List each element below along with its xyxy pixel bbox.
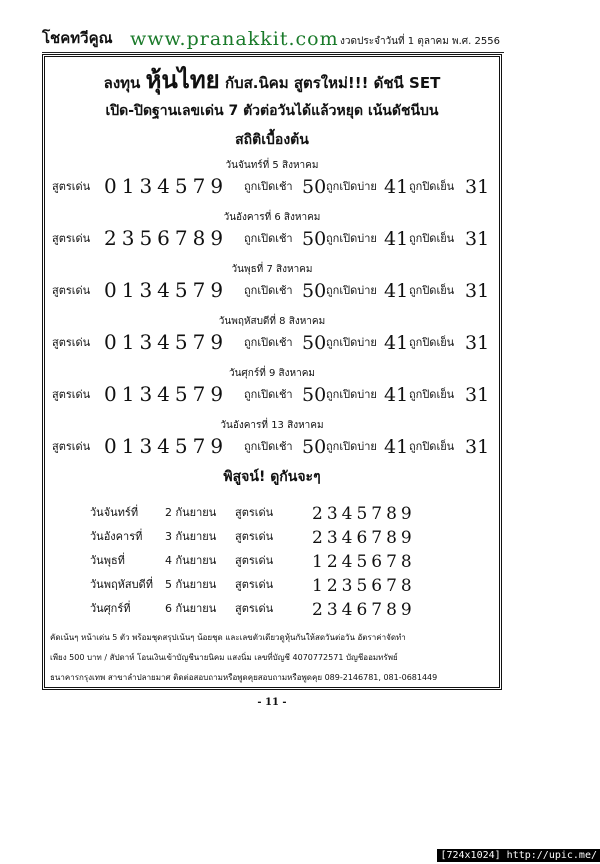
stat-digits: 0134579 <box>104 382 229 406</box>
stat-afternoon-value: 41 <box>384 384 409 406</box>
stat-evening-value: 31 <box>465 436 490 458</box>
stat-morning-label: ถูกเปิดเช้า <box>244 232 293 245</box>
stat-row <box>52 224 497 250</box>
proof-row <box>90 524 470 548</box>
stat-day-label: วันพฤหัสบดีที่ 8 สิงหาคม <box>218 316 326 327</box>
stat-digits: 0134579 <box>104 174 229 198</box>
stat-afternoon-value: 41 <box>384 436 409 458</box>
stat-digits: 2356789 <box>104 226 229 250</box>
proof-row <box>90 572 470 596</box>
stat-morning-value: 50 <box>302 384 327 406</box>
stat-day-label: วันอังคารที่ 13 สิงหาคม <box>220 420 324 431</box>
stat-formula-label: สูตรเด่น <box>52 440 91 453</box>
stat-digits: 0134579 <box>104 434 229 458</box>
stat-day-label: วันจันทร์ที่ 5 สิงหาคม <box>225 160 319 171</box>
stat-morning-value: 50 <box>302 280 327 302</box>
stat-evening-label: ถูกปิดเย็น <box>409 232 455 245</box>
proof-digits: 2346789 <box>312 600 416 620</box>
stat-morning-value: 50 <box>302 332 327 354</box>
proof-day: วันจันทร์ที่ <box>90 506 139 519</box>
stat-morning-label: ถูกเปิดเช้า <box>244 284 293 297</box>
proof-row <box>90 500 470 524</box>
stat-row <box>52 276 497 302</box>
stat-evening-value: 31 <box>465 280 490 302</box>
note-line-1: คัดเน้นๆ หน้าเด่น 5 ตัว พร้อมชุดสรุปเน้นๆ น้อยชุด และเลขตัวเดียวดูหุ้นกันให้สดวันต่อวัน อัตราค่าจัดทำ <box>50 633 406 642</box>
stat-evening-value: 31 <box>465 228 490 250</box>
proof-date: 5 กันยายน <box>165 578 217 591</box>
proof-row <box>90 596 470 620</box>
stat-afternoon-value: 41 <box>384 228 409 250</box>
issue-date: งวดประจำวันที่ 1 ตุลาคม พ.ศ. 2556 <box>340 36 500 47</box>
stat-afternoon-value: 41 <box>384 332 409 354</box>
stat-afternoon-label: ถูกเปิดบ่าย <box>326 232 377 245</box>
stat-afternoon-label: ถูกเปิดบ่าย <box>326 440 377 453</box>
proof-digits: 1235678 <box>312 576 416 596</box>
stat-row <box>52 432 497 458</box>
headline-part2: กับส.นิคม สูตรใหม่!!! ดัชนี SET <box>224 74 441 92</box>
stat-evening-value: 31 <box>465 332 490 354</box>
proof-digits: 1245678 <box>312 552 416 572</box>
stat-evening-label: ถูกปิดเย็น <box>409 388 455 401</box>
stat-morning-value: 50 <box>302 436 327 458</box>
stat-digits: 0134579 <box>104 330 229 354</box>
stat-afternoon-value: 41 <box>384 176 409 198</box>
stat-evening-label: ถูกปิดเย็น <box>409 180 455 193</box>
proof-date: 3 กันยายน <box>165 530 217 543</box>
headline-big: หุ้นไทย <box>145 66 220 94</box>
stat-afternoon-value: 41 <box>384 280 409 302</box>
note-line-3: ธนาคารกรุงเทพ สาขาลำปลายมาศ ติดต่อสอบถามหรือพูดคุยสอบถามหรือพูดคุย 089-2146781, 081-0681449 <box>50 673 438 682</box>
proof-formula-label: สูตรเด่น <box>235 602 274 615</box>
stat-evening-label: ถูกปิดเย็น <box>409 284 455 297</box>
proof-formula-label: สูตรเด่น <box>235 554 274 567</box>
page-number: - 11 - <box>257 697 287 708</box>
stat-row <box>52 328 497 354</box>
proof-formula-label: สูตรเด่น <box>235 506 274 519</box>
stat-morning-label: ถูกเปิดเช้า <box>244 180 293 193</box>
stat-morning-label: ถูกเปิดเช้า <box>244 388 293 401</box>
stat-formula-label: สูตรเด่น <box>52 336 91 349</box>
proof-day: วันอังคารที่ <box>90 530 143 543</box>
stat-evening-label: ถูกปิดเย็น <box>409 440 455 453</box>
stat-formula-label: สูตรเด่น <box>52 284 91 297</box>
stat-morning-value: 50 <box>302 176 327 198</box>
proof-formula-label: สูตรเด่น <box>235 530 274 543</box>
proof-date: 2 กันยายน <box>165 506 217 519</box>
stat-evening-value: 31 <box>465 384 490 406</box>
stat-afternoon-label: ถูกเปิดบ่าย <box>326 180 377 193</box>
stat-afternoon-label: ถูกเปิดบ่าย <box>326 388 377 401</box>
proof-row <box>90 548 470 572</box>
stat-afternoon-label: ถูกเปิดบ่าย <box>326 336 377 349</box>
proof-day: วันพฤหัสบดีที่ <box>90 578 153 591</box>
stat-morning-label: ถูกเปิดเช้า <box>244 440 293 453</box>
magazine-name: โชคทวีคูณ <box>42 29 113 47</box>
stat-day-label: วันศุกร์ที่ 9 สิงหาคม <box>228 368 315 379</box>
stat-day-label: วันอังคารที่ 6 สิงหาคม <box>223 212 321 223</box>
stat-row <box>52 380 497 406</box>
stat-row <box>52 172 497 198</box>
stat-day-label: วันพุธที่ 7 สิงหาคม <box>231 264 313 275</box>
proof-heading: พิสูจน์! ดูกันจะๆ <box>223 469 321 485</box>
proof-formula-label: สูตรเด่น <box>235 578 274 591</box>
subheadline: เปิด-ปิดฐานเลขเด่น 7 ตัวต่อวันได้แล้วหยุด เน้นดัชนีบน <box>105 103 439 119</box>
stat-digits: 0134579 <box>104 278 229 302</box>
note-line-2: เพียง 500 บาท / สัปดาห์ โอนเงินเข้าบัญชีนายนิคม แสงนิ่ม เลขที่บัญชี 4070772571 บัญชีออมทรัพย์ <box>50 653 398 662</box>
website-url: www.pranakkit.com <box>130 28 339 50</box>
stat-evening-value: 31 <box>465 176 490 198</box>
stat-morning-value: 50 <box>302 228 327 250</box>
proof-date: 6 กันยายน <box>165 602 217 615</box>
proof-day: วันพุธที่ <box>90 554 125 567</box>
stat-morning-label: ถูกเปิดเช้า <box>244 336 293 349</box>
proof-digits: 2345789 <box>312 504 416 524</box>
stat-afternoon-label: ถูกเปิดบ่าย <box>326 284 377 297</box>
stat-formula-label: สูตรเด่น <box>52 388 91 401</box>
proof-date: 4 กันยายน <box>165 554 217 567</box>
proof-day: วันศุกร์ที่ <box>90 602 131 615</box>
image-stamp: [724x1024] http://upic.me/ <box>437 849 600 862</box>
headline <box>42 60 502 99</box>
header-divider <box>42 52 504 53</box>
stat-evening-label: ถูกปิดเย็น <box>409 336 455 349</box>
stat-formula-label: สูตรเด่น <box>52 232 91 245</box>
headline-part1: ลงทุน <box>103 74 141 92</box>
stat-formula-label: สูตรเด่น <box>52 180 91 193</box>
proof-digits: 2346789 <box>312 528 416 548</box>
stats-heading: สถิติเบื้องต้น <box>235 132 309 148</box>
